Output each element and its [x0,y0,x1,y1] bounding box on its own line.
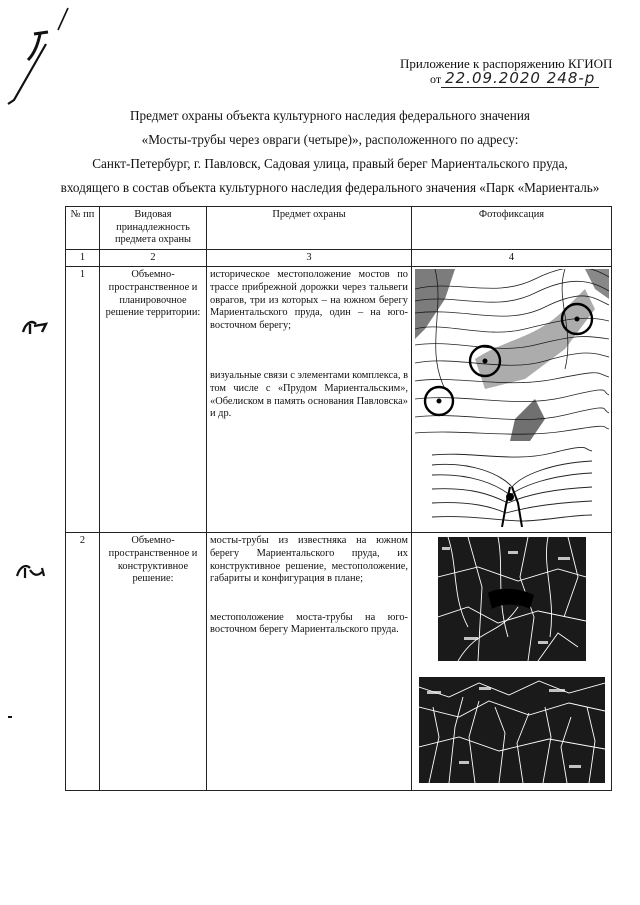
photo-cell [412,533,612,791]
protection-subject-table [65,206,612,791]
title-line-1: Предмет охраны объекта культурного наследия федерального значения [130,108,530,123]
table-row [66,533,612,791]
header-photo: Фотофиксация [412,207,612,250]
subject-paragraph: историческое местоположение мостов по трассе прибрежной дорожки через тальвеги оврагов, три из которых – на южном берегу Мариентальского пруда, один – на юго-восточном берегу; [210,269,408,331]
annex-header [400,56,630,87]
subject-paragraph: местоположение моста-трубы на юго-восточном берегу Мариентальского пруда. [210,611,408,636]
document-title [60,104,600,200]
column-number-row [66,249,612,267]
title-line-2: «Мосты-трубы через овраги (четыре)», расположенного по адресу: [141,132,519,147]
margin-mark-row2 [14,562,48,582]
table-header-row [66,207,612,250]
photo-cell [412,267,612,533]
title-line-4: входящего в состав объекта культурного наследия федерального значения «Парк «Мариенталь» [60,180,600,195]
row-subject [207,533,412,791]
annex-date-prefix: от [430,72,442,86]
annex-label: Приложение к распоряжению КГИОП [400,56,613,71]
header-type: Видовая принадлежность предмета охраны [100,207,207,250]
bridge-photo-2 [419,677,605,783]
subject-paragraph: визуальные связи с элементами комплекса, в том числе с «Прудом Мариентальским», «Обелиском в память основания Павловска» и др. [210,370,408,420]
row-type: Объемно-пространственное и планировочное решение территории: [100,267,207,533]
header-subject: Предмет охраны [207,207,412,250]
row-subject [207,267,412,533]
column-number: 4 [412,249,612,267]
row-num: 2 [66,533,100,791]
table-row [66,267,612,533]
row-num: 1 [66,267,100,533]
subject-paragraph: мосты-трубы из известняка на южном берегу Мариентальского пруда, их конструктивное решение, местоположение, габариты и конфигурация в плане; [210,535,408,585]
column-number: 3 [207,249,412,267]
row-type: Объемно-пространственное и конструктивное решение: [100,533,207,791]
column-number: 2 [100,249,207,267]
column-number: 1 [66,249,100,267]
title-line-3: Санкт-Петербург, г. Павловск, Садовая улица, правый берег Мариентальского пруда, [92,156,568,171]
header-num: № пп [66,207,100,250]
margin-pen-stroke [0,0,80,120]
margin-dot [8,716,12,718]
site-plan-image [415,269,609,441]
annex-date-handwritten: 22.09.2020 248-р [441,69,599,88]
annex-date-line [430,71,630,87]
margin-mark-row1 [20,318,50,338]
ravine-plan-image [432,445,592,527]
bridge-photo-1 [438,537,586,661]
